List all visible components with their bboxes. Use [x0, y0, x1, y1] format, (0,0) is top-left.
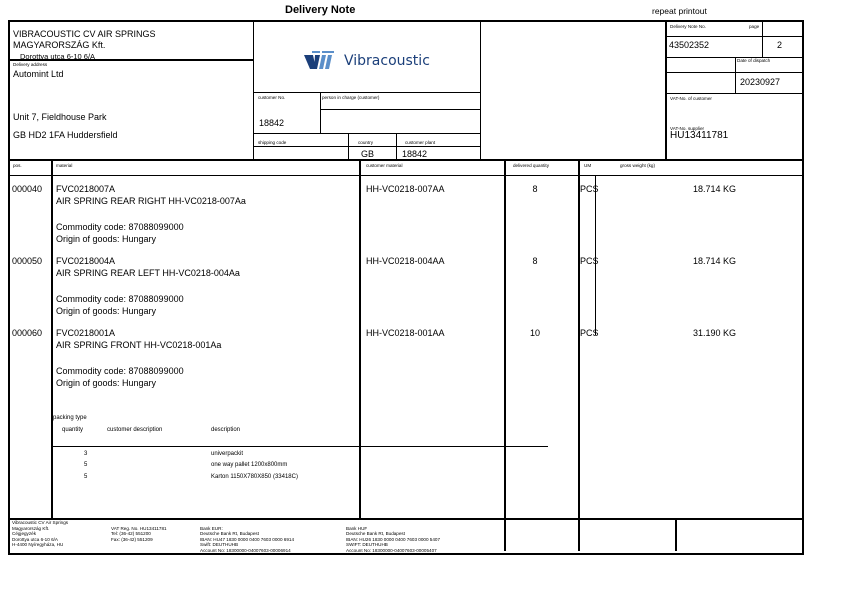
divider — [8, 159, 802, 161]
col-um: UM — [584, 163, 592, 168]
footer-bank-eur — [200, 526, 294, 554]
customer-no-label: customer No. — [258, 95, 286, 100]
delivery-street: Unit 7, Fieldhouse Park — [13, 112, 107, 122]
shipping-code-label: shipping code — [258, 140, 287, 145]
divider — [665, 20, 667, 160]
vat-supplier-value: HU13411781 — [670, 130, 729, 141]
divider — [253, 133, 480, 134]
delivery-address-label: Delivery address — [13, 62, 48, 67]
dispatch-date-value: 20230927 — [740, 77, 781, 87]
logo-mark-icon — [304, 51, 340, 71]
sender-line-1: VIBRACOUSTIC CV AIR SPRINGS — [13, 29, 156, 39]
divider — [665, 93, 802, 94]
repeat-printout-label: repeat printout — [652, 6, 707, 16]
footer-company — [12, 520, 68, 548]
delivery-note-no-label: Delivery Note No. — [670, 24, 706, 29]
footer-line: Account No: 18300000-04007603-00005407 — [346, 547, 437, 553]
row-description: AIR SPRING REAR LEFT HH-VC0218-004Aa — [56, 268, 240, 278]
divider — [51, 160, 53, 519]
footer-line: VAT Reg. No. HU13411781 — [111, 525, 167, 531]
footer-line: Tel: (36-42) 551200 — [111, 531, 151, 537]
packing-col-description: description — [211, 427, 241, 433]
page-label: page — [749, 24, 760, 29]
row-customer-material: HH-VC0218-004AA — [366, 256, 445, 266]
document-title: Delivery Note — [285, 4, 356, 16]
page-value: 2 — [777, 40, 783, 50]
row-um: PCS — [580, 184, 599, 194]
footer-line: Fax: (36-42) 551209 — [111, 536, 153, 542]
row-quantity: 8 — [532, 256, 538, 266]
country-label: country — [358, 140, 374, 145]
divider — [253, 146, 480, 147]
packing-qty: 3 — [84, 451, 88, 457]
contact-label: person in charge (customer) — [322, 95, 380, 100]
packing-title: packing type — [53, 415, 87, 421]
footer-line: Swift: DEUTHUHB — [200, 542, 239, 548]
packing-qty: 5 — [84, 474, 88, 480]
divider — [762, 20, 763, 57]
delivery-note-no-value: 43502352 — [669, 40, 710, 50]
footer-line: Cégjegyzék — [12, 531, 37, 537]
packing-col-customer-description: customer description — [107, 427, 163, 433]
row-material: FVC0218001A — [56, 328, 116, 338]
row-description: AIR SPRING REAR RIGHT HH-VC0218-007Aa — [56, 196, 246, 206]
divider — [8, 175, 802, 176]
customer-plant-label: customer plant — [405, 140, 436, 145]
row-um: PCS — [580, 256, 599, 266]
divider — [665, 72, 802, 73]
row-pos: 000060 — [12, 328, 43, 338]
divider — [735, 57, 736, 94]
col-weight: gross weight (kg) — [620, 163, 655, 168]
row-origin: Origin of goods: Hungary — [56, 234, 157, 244]
col-material: material — [56, 163, 73, 168]
row-customer-material: HH-VC0218-007AA — [366, 184, 445, 194]
footer-line: IBAN: HU26 1830 0000 0400 7603 0000 5407 — [346, 536, 440, 542]
footer-line: Account No: 18300000-04007603-00006914 — [200, 547, 291, 553]
packing-col-quantity: quantity — [62, 427, 84, 433]
row-customer-material: HH-VC0218-001AA — [366, 328, 445, 338]
divider — [253, 20, 254, 160]
packing-qty: 5 — [84, 462, 88, 468]
footer-line: Deutsche Bank Rt, Budapest — [200, 531, 259, 537]
divider — [675, 519, 677, 551]
divider — [253, 92, 480, 93]
vat-customer-label: VAT-No. of customer — [670, 96, 712, 101]
row-material: FVC0218004A — [56, 256, 116, 266]
divider — [578, 160, 580, 551]
row-material: FVC0218007A — [56, 184, 116, 194]
row-um: PCS — [580, 328, 599, 338]
divider — [665, 36, 802, 37]
footer-line: SWIFT: DEUTHUHB — [346, 542, 388, 548]
logo-text: Vibracoustic — [344, 53, 430, 69]
row-quantity: 8 — [532, 184, 538, 194]
footer-line: Dorottya utca 6-10 6/A — [12, 536, 58, 542]
country-value: GB — [361, 149, 375, 159]
footer-line: Deutsche Bank Rt, Budapest — [346, 531, 405, 537]
footer-contact — [111, 526, 167, 543]
customer-plant-value: 18842 — [402, 149, 428, 159]
customer-no-value: 18842 — [259, 118, 285, 128]
delivery-city: GB HD2 1FA Huddersfield — [13, 130, 118, 140]
delivery-name: Automint Ltd — [13, 69, 64, 79]
divider — [53, 446, 548, 447]
packing-desc: one way pallet 1200x800mm — [211, 462, 288, 468]
col-customer-material: customer material — [366, 163, 403, 168]
row-pos: 000040 — [12, 184, 43, 194]
row-commodity: Commodity code: 87088099000 — [56, 222, 184, 232]
divider — [320, 92, 321, 133]
row-commodity: Commodity code: 87088099000 — [56, 366, 184, 376]
divider — [8, 518, 802, 520]
divider — [359, 160, 361, 519]
dispatch-date-label: Date of dispatch — [737, 58, 771, 63]
divider — [320, 109, 480, 110]
sender-line-3: Dorottya utca 6-10 6/A — [20, 52, 96, 61]
footer-line: Bank EUR: — [200, 525, 223, 531]
row-weight: 18.714 KG — [692, 256, 736, 266]
row-origin: Origin of goods: Hungary — [56, 306, 157, 316]
footer-bank-huf — [346, 526, 440, 554]
row-quantity: 10 — [529, 328, 540, 338]
packing-desc: univerpackit — [211, 451, 244, 457]
row-weight: 31.190 KG — [692, 328, 736, 338]
footer-line: IBAN: HU47 1830 0000 0400 7603 0000 6914 — [200, 536, 294, 542]
row-pos: 000050 — [12, 256, 43, 266]
footer-line: Vibracoustic CV Air Springs — [12, 520, 69, 525]
footer-line: Bank HUF — [346, 525, 368, 531]
divider — [504, 160, 506, 551]
packing-desc: Karton 1150X780X850 (33418C) — [211, 474, 298, 480]
col-quantity: delivered quantity — [513, 163, 550, 168]
vibracoustic-logo — [304, 50, 430, 72]
divider — [665, 57, 802, 58]
col-pos: pos. — [13, 163, 22, 168]
sender-line-2: MAGYARORSZÁG Kft. — [13, 40, 106, 50]
divider — [480, 20, 481, 160]
row-origin: Origin of goods: Hungary — [56, 378, 157, 388]
vat-supplier-label: VAT-No. supplier — [670, 126, 705, 131]
row-commodity: Commodity code: 87088099000 — [56, 294, 184, 304]
divider — [595, 175, 596, 335]
footer-line: Magyarország Kft. — [12, 525, 50, 531]
footer-line: H-4400 Nyíregyháza, HU — [12, 542, 64, 548]
row-description: AIR SPRING FRONT HH-VC0218-001Aa — [56, 340, 222, 350]
row-weight: 18.714 KG — [692, 184, 736, 194]
